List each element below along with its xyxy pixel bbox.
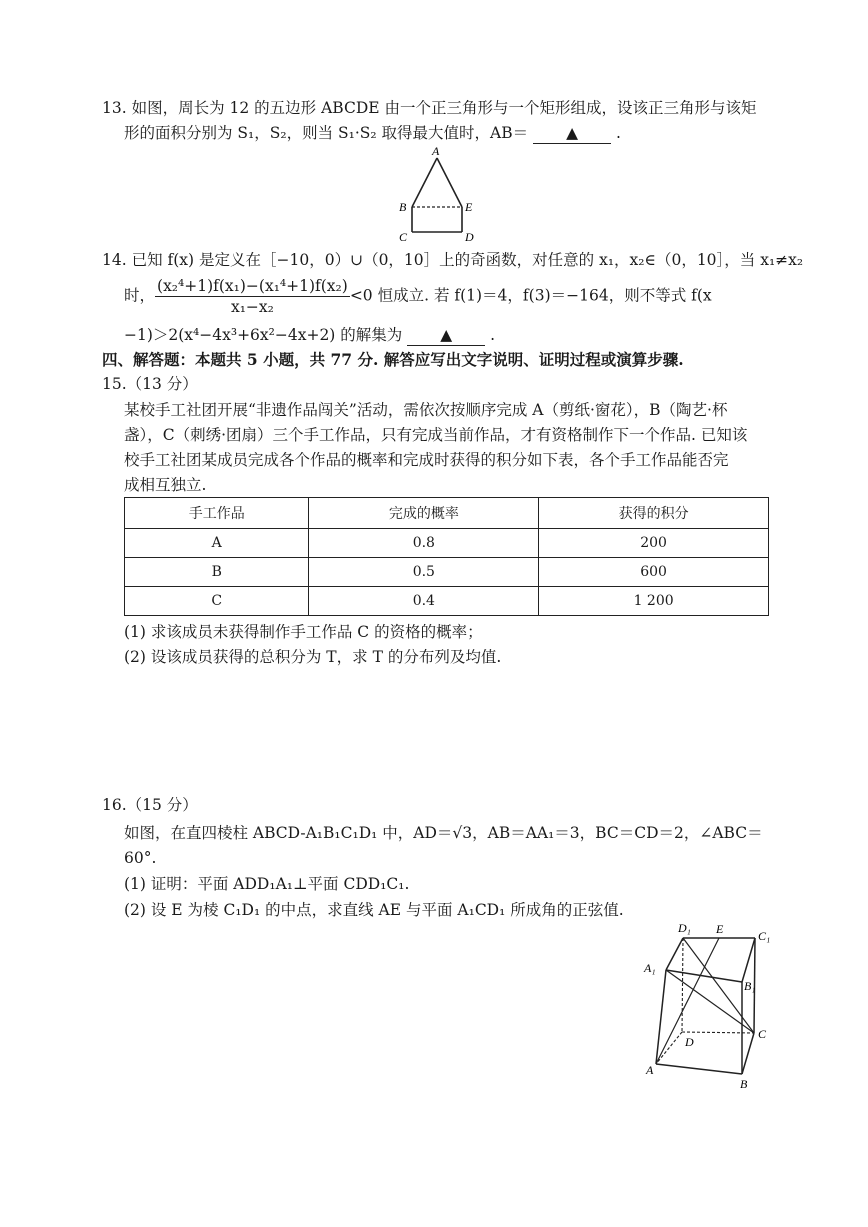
q15-p2: 盏），C（刺绣·团扇）三个手工作品，只有完成当前作品，才有资格制作下一个作品. 已知该 — [124, 426, 748, 444]
table-header-cell: 获得的积分 — [539, 498, 769, 529]
q13-line2 — [124, 123, 621, 144]
q16-sub1: (1) 证明：平面 ADD₁A₁⊥平面 CDD₁C₁. — [124, 875, 410, 893]
label-B: B — [399, 200, 407, 214]
q15-sub2: (2) 设该成员获得的总积分为 T，求 T 的分布列及均值. — [124, 648, 502, 666]
label-B1: B₁ — [744, 979, 756, 993]
line-A1C — [666, 970, 754, 1033]
q14-line3-prefix: −1)＞2(x⁴−4x³+6x²−4x+2) 的解集为 — [124, 326, 403, 344]
table-cell: 0.5 — [309, 558, 539, 587]
q15-header: 15.（13 分） — [102, 375, 198, 393]
label-E: E — [465, 200, 473, 214]
table-header-cell: 手工作品 — [125, 498, 309, 529]
q14-line3 — [124, 325, 495, 346]
q13-line1: 13. 如图，周长为 12 的五边形 ABCDE 由一个正三角形与一个矩形组成，设该正三角形与该矩 — [102, 99, 757, 117]
table-row — [125, 587, 769, 616]
q14-line1: 14. 已知 f(x) 是定义在［−10，0）∪（0，10］上的奇函数，对任意的 x₁，x₂∈（0，10］，当 x₁≠x₂ — [102, 251, 804, 269]
edge-A1A — [656, 970, 666, 1064]
q14-line2-suffix: <0 恒成立. 若 f(1)＝4，f(3)＝−164，则不等式 f(x — [349, 286, 712, 305]
table-cell: 600 — [539, 558, 769, 587]
answer-blank-13[interactable]: ▲ — [533, 123, 611, 144]
q16-header: 16.（15 分） — [102, 796, 198, 814]
table-header-row — [125, 498, 769, 529]
table-cell: 0.4 — [309, 587, 539, 616]
table-cell: A — [125, 529, 309, 558]
label-C1: C₁ — [758, 929, 771, 943]
table-cell: 0.8 — [309, 529, 539, 558]
label-D: D — [685, 1035, 694, 1049]
q16-sub2: (2) 设 E 为棱 C₁D₁ 的中点，求直线 AE 与平面 A₁CD₁ 所成角的正弦值. — [124, 901, 624, 919]
table-row — [125, 558, 769, 587]
edge-AB — [412, 158, 437, 207]
q15-p4: 成相互独立. — [124, 476, 207, 494]
edge-C1B1 — [742, 938, 755, 982]
label-A1: A₁ — [644, 961, 656, 975]
q13-line2-prefix: 形的面积分别为 S₁，S₂，则当 S₁·S₂ 取得最大值时，AB＝ — [124, 124, 529, 142]
label-C: C — [399, 230, 408, 244]
table-cell: 1 200 — [539, 587, 769, 616]
label-B: B — [740, 1077, 748, 1091]
table-cell: 200 — [539, 529, 769, 558]
q15-p1: 某校手工社团开展“非遗作品闯关”活动，需依次按顺序完成 A（剪纸·窗花），B（陶艺·杯 — [124, 401, 728, 419]
q14-fraction — [155, 276, 350, 317]
table-cell: C — [125, 587, 309, 616]
prism-figure — [640, 918, 790, 1096]
edge-D1D-hidden — [682, 938, 683, 1032]
label-A: A — [432, 144, 440, 158]
answer-blank-14[interactable]: ▲ — [407, 325, 485, 346]
table-cell: B — [125, 558, 309, 587]
q16-p1: 如图，在直四棱柱 ABCD-A₁B₁C₁D₁ 中，AD＝√3，AB＝AA₁＝3，BC＝CD＝2，∠ABC＝ — [124, 824, 763, 842]
q15-sub1: (1) 求该成员未获得制作手工作品 C 的资格的概率； — [124, 623, 483, 641]
edge-D1A1 — [666, 938, 683, 970]
label-E: E — [716, 922, 724, 936]
table-header-cell: 完成的概率 — [309, 498, 539, 529]
section-4-title: 四、解答题：本题共 5 小题，共 77 分. 解答应写出文字说明、证明过程或演算步骤. — [102, 350, 684, 369]
edge-AE — [437, 158, 462, 207]
label-C: C — [758, 1027, 767, 1041]
q13-line2-suffix: . — [616, 124, 621, 142]
pentagon-figure — [390, 140, 490, 245]
label-D: D — [465, 230, 474, 244]
q14-line3-suffix: . — [490, 326, 496, 344]
score-table — [124, 497, 769, 616]
q14-line2 — [124, 276, 712, 317]
q14-line2-prefix: 时， — [124, 286, 156, 305]
edge-BC — [742, 1033, 754, 1074]
q16-p2: 60°. — [124, 849, 157, 867]
q15-p3: 校手工社团某成员完成各个作品的概率和完成时获得的积分如下表，各个手工作品能否完 — [124, 451, 729, 469]
fraction-denominator: x₁−x₂ — [230, 298, 274, 316]
edge-A1B1 — [666, 970, 742, 982]
edge-AB — [656, 1064, 742, 1074]
label-A: A — [646, 1063, 654, 1077]
label-D1: D₁ — [678, 921, 691, 935]
edge-DC-hidden — [682, 1032, 754, 1033]
table-row — [125, 529, 769, 558]
fraction-numerator: (x₂⁴+1)f(x₁)−(x₁⁴+1)f(x₂) — [157, 277, 348, 295]
